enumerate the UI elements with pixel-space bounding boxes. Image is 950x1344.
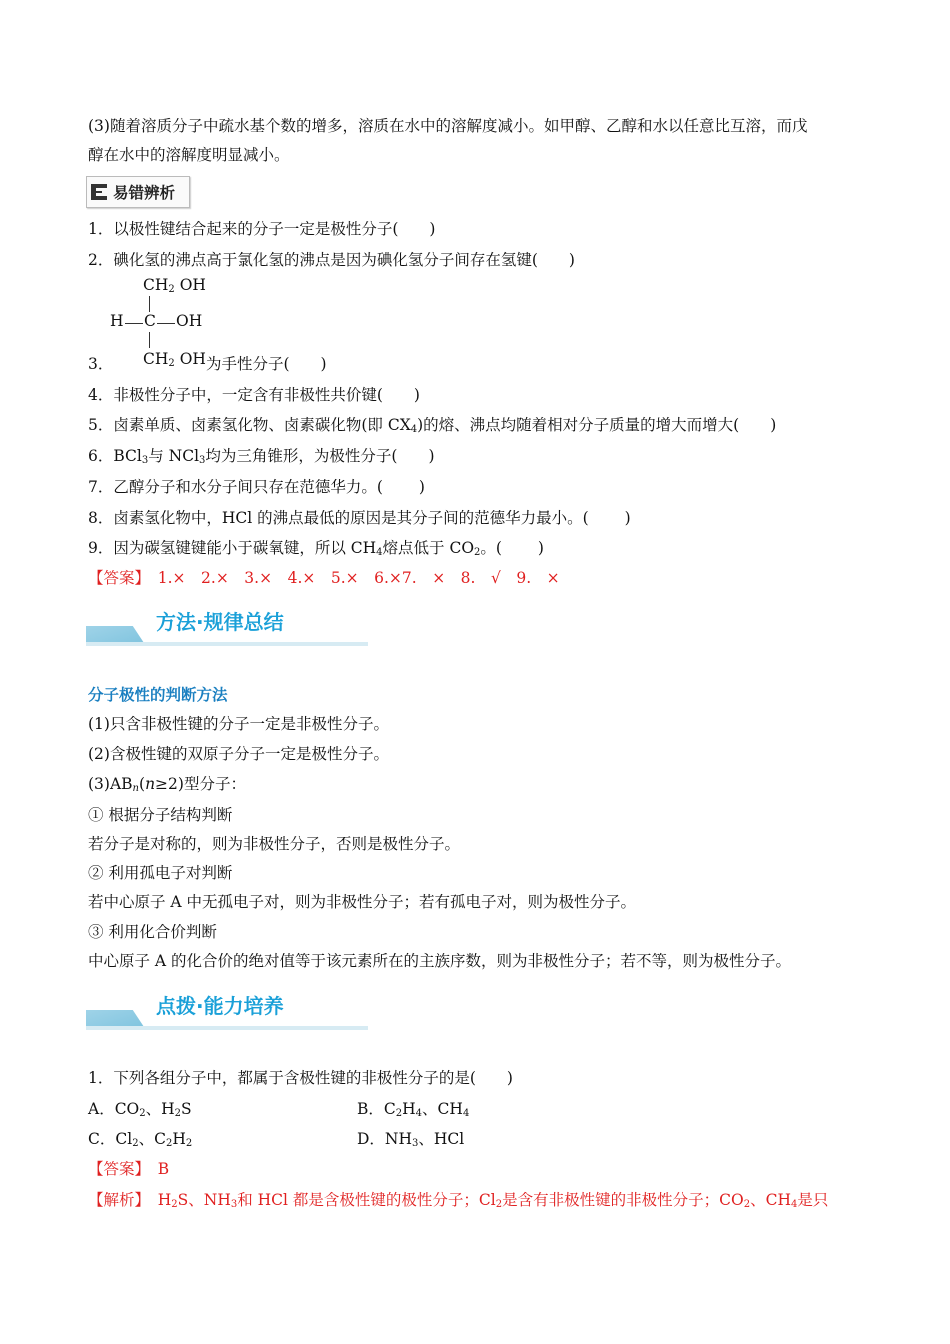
tag-e-icon [91,184,107,200]
ability-question-1: 1．下列各组分子中，都属于含极性键的非极性分子的是( ) [88,1069,513,1087]
method-line-7: 若中心原子 A 中无孤电子对，则为非极性分子；若有孤电子对，则为极性分子。 [88,893,637,911]
struct-bond-right [157,323,175,324]
method-section-header [86,606,368,646]
struct-oh: OH [176,312,203,330]
intro-line-2: 醇在水中的溶解度明显减小。 [88,146,290,164]
struct-bottom-group: $CH_2$ OH [143,350,206,369]
question-3-text: 为手性分子( ) [206,355,327,373]
struct-top-group: $CH_2$ OH [143,276,206,295]
ability-answer: 【答案】 B [88,1160,170,1178]
ability-explanation: 【解析】 $H_2S$、$NH_3$和 HCl 都是含极性键的极性分子；$Cl_2$是含有非极性键的非极性分子；$CO_2$、$CH_4$是只 [88,1191,829,1210]
question-2: 2．碘化氢的沸点高于氯化氢的沸点是因为碘化氢分子间存在氢键( ) [88,251,575,269]
struct-bond-bottom [149,332,150,348]
glycerol-structure [110,276,220,372]
method-line-8: ③ 利用化合价判断 [88,923,217,941]
intro-line-1: (3)随着溶质分子中疏水基个数的增多，溶质在水中的溶解度减小。如甲醇、乙醇和水以任意比互溶，而戊 [88,117,808,135]
question-7: 7．乙醇分子和水分子间只存在范德华力。( ) [88,478,425,496]
method-line-1: (1)只含非极性键的分子一定是非极性分子。 [88,715,389,733]
option-a: A．$CO_2$、$H_2S$ [88,1100,192,1119]
method-line-3: $(3)AB_n(n\ge 2)$型分子： [88,775,246,794]
method-line-4: ① 根据分子结构判断 [88,806,233,824]
question-4: 4．非极性分子中，一定含有非极性共价键( ) [88,386,420,404]
method-section-title: 方法·规律总结 [156,610,284,634]
struct-h: H [110,312,124,330]
option-d: D．$NH_3$、HCl [357,1130,465,1149]
method-line-9: 中心原子 A 的化合价的绝对值等于该元素所在的主族序数，则为非极性分子；若不等，则为极性分子。 [88,952,792,970]
struct-bond-top [149,296,150,312]
question-5: 5．卤素单质、卤素氢化物、卤素碳化物(即 $CX_4$)的熔、沸点均随着相对分子质量的增大而增大( ) [88,416,777,435]
struct-c: C [144,312,156,330]
question-9: 9．因为碳氢键键能小于碳氧键，所以 $CH_4$熔点低于 $CO_2$。( ) [88,539,544,558]
question-1: 1．以极性键结合起来的分子一定是极性分子( ) [88,220,436,238]
method-line-2: (2)含极性键的双原子分子一定是极性分子。 [88,745,389,763]
method-line-6: ② 利用孤电子对判断 [88,864,233,882]
question-3-number: 3． [88,355,114,373]
error-answers: 【答案】 1.× 2.× 3.× 4.× 5.× 6.×7. × 8. √ 9. × [88,569,560,587]
header-underline [86,642,368,646]
struct-bond-left [125,323,143,324]
ability-section-header [86,990,368,1030]
error-analysis-label: 易错辨析 [113,184,176,202]
header-underline [86,1026,368,1030]
error-analysis-tag [86,176,190,208]
question-8: 8．卤素氢化物中，HCl 的沸点最低的原因是其分子间的范德华力最小。( ) [88,509,631,527]
option-b: B．$C_2H_4$、$CH_4$ [357,1100,470,1119]
option-c: C．$Cl_2$、$C_2H_2$ [88,1130,193,1149]
method-line-5: 若分子是对称的，则为非极性分子，否则是极性分子。 [88,835,461,853]
method-subtitle: 分子极性的判断方法 [88,686,228,704]
ability-section-title: 点拨·能力培养 [156,994,284,1018]
question-6: 6．BCl$_3$与 NCl$_3$均为三角锥形，为极性分子( ) [88,447,435,466]
